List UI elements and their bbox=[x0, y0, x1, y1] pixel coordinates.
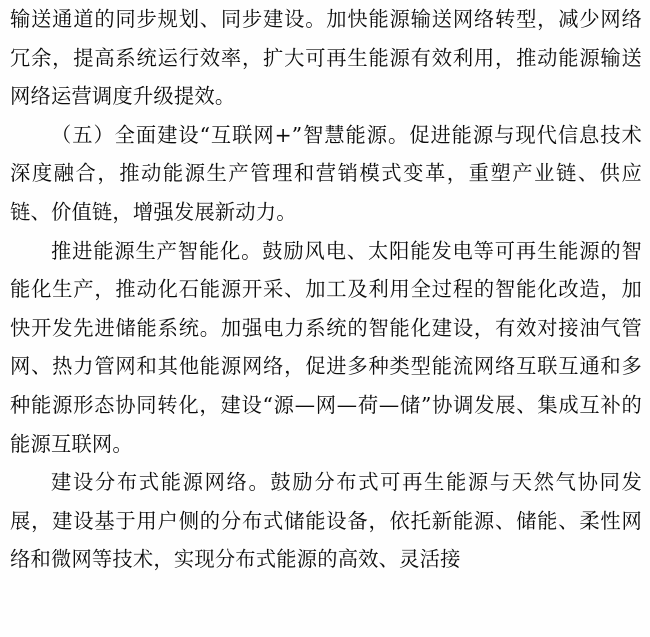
paragraph-continued: 输送通道的同步规划、同步建设。加快能源输送网络转型，减少网络冗余，提高系统运行效率，扩大可再生能源有效利用，推动能源输送网络运营调度升级提效。 bbox=[10, 7, 642, 109]
paragraph-smart-production: 推进能源生产智能化。鼓励风电、太阳能发电等可再生能源的智能化生产，推动化石能源开采、加工及利用全过程的智能化改造，加快开发先进储能系统。加强电力系统的智能化建设，有效对接油气管网、热力管网和其他能源网络，促进多种类型能流网络互联互通和多种能源形态协同转化，建设“源—网—荷—储”协调发展、集成互补的能源互联网。 bbox=[10, 238, 642, 456]
paragraph-distributed-network: 建设分布式能源网络。鼓励分布式可再生能源与天然气协同发展，建设基于用户侧的分布式储能设备，依托新能源、储能、柔性网络和微网等技术，实现分布式能源的高效、灵活接 bbox=[10, 470, 642, 572]
paragraph-section-five: （五）全面建设“互联网+”智慧能源。促进能源与现代信息技术深度融合，推动能源生产管理和营销模式变革，重塑产业链、供应链、价值链，增强发展新动力。 bbox=[10, 122, 642, 224]
